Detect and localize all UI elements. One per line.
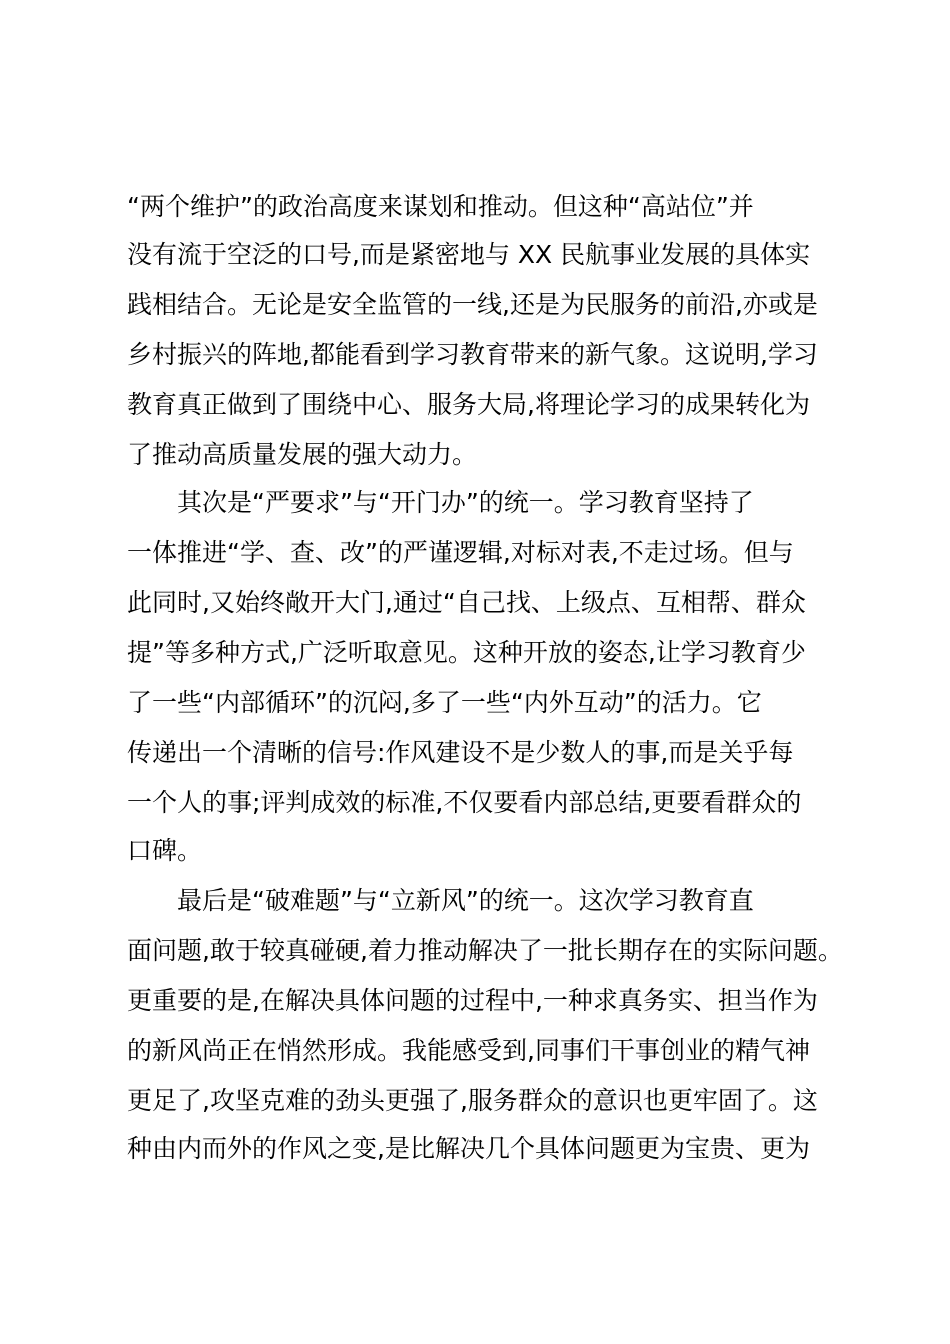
text-line: 传递出一个清晰的信号:作风建设不是少数人的事,而是关乎每 xyxy=(127,738,794,767)
text-line: 践相结合。无论是安全监管的一线,还是为民服务的前沿,亦或是 xyxy=(127,290,818,319)
text-line: 没有流于空泛的口号,而是紧密地与 XX 民航事业发展的具体实 xyxy=(127,240,811,269)
text-line: 了推动高质量发展的强大动力。 xyxy=(127,440,478,469)
text-line: 乡村振兴的阵地,都能看到学习教育带来的新气象。这说明,学习 xyxy=(127,340,818,369)
text-line: 提”等多种方式,广泛听取意见。这种开放的姿态,让学习教育少 xyxy=(127,638,806,667)
text-line: 的新风尚正在悄然形成。我能感受到,同事们干事创业的精气神 xyxy=(127,1036,810,1065)
text-line: 更足了,攻坚克难的劲头更强了,服务群众的意识也更牢固了。这 xyxy=(127,1086,818,1115)
paragraph-first-line: 最后是“破难题”与“立新风”的统一。这次学习教育直 xyxy=(177,886,754,915)
text-line: 更重要的是,在解决具体问题的过程中,一种求真务实、担当作为 xyxy=(127,986,818,1015)
text-line: 一个人的事;评判成效的标准,不仅要看内部总结,更要看群众的 xyxy=(127,788,802,817)
text-line: 口碑。 xyxy=(127,836,203,865)
text-line: “两个维护”的政治高度来谋划和推动。但这种“高站位”并 xyxy=(127,192,754,221)
paragraph-first-line: 其次是“严要求”与“开门办”的统一。学习教育坚持了 xyxy=(177,488,754,517)
text-line: 面问题,敢于较真碰硬,着力推动解决了一批长期存在的实际问题。 xyxy=(127,936,843,965)
text-line: 种由内而外的作风之变,是比解决几个具体问题更为宝贵、更为 xyxy=(127,1134,810,1163)
text-line: 教育真正做到了围绕中心、服务大局,将理论学习的成果转化为 xyxy=(127,390,810,419)
text-line: 了一些“内部循环”的沉闷,多了一些“内外互动”的活力。它 xyxy=(127,688,762,717)
text-line: 此同时,又始终敞开大门,通过“自己找、上级点、互相帮、群众 xyxy=(127,588,806,617)
text-line: 一体推进“学、查、改”的严谨逻辑,对标对表,不走过场。但与 xyxy=(127,538,794,567)
